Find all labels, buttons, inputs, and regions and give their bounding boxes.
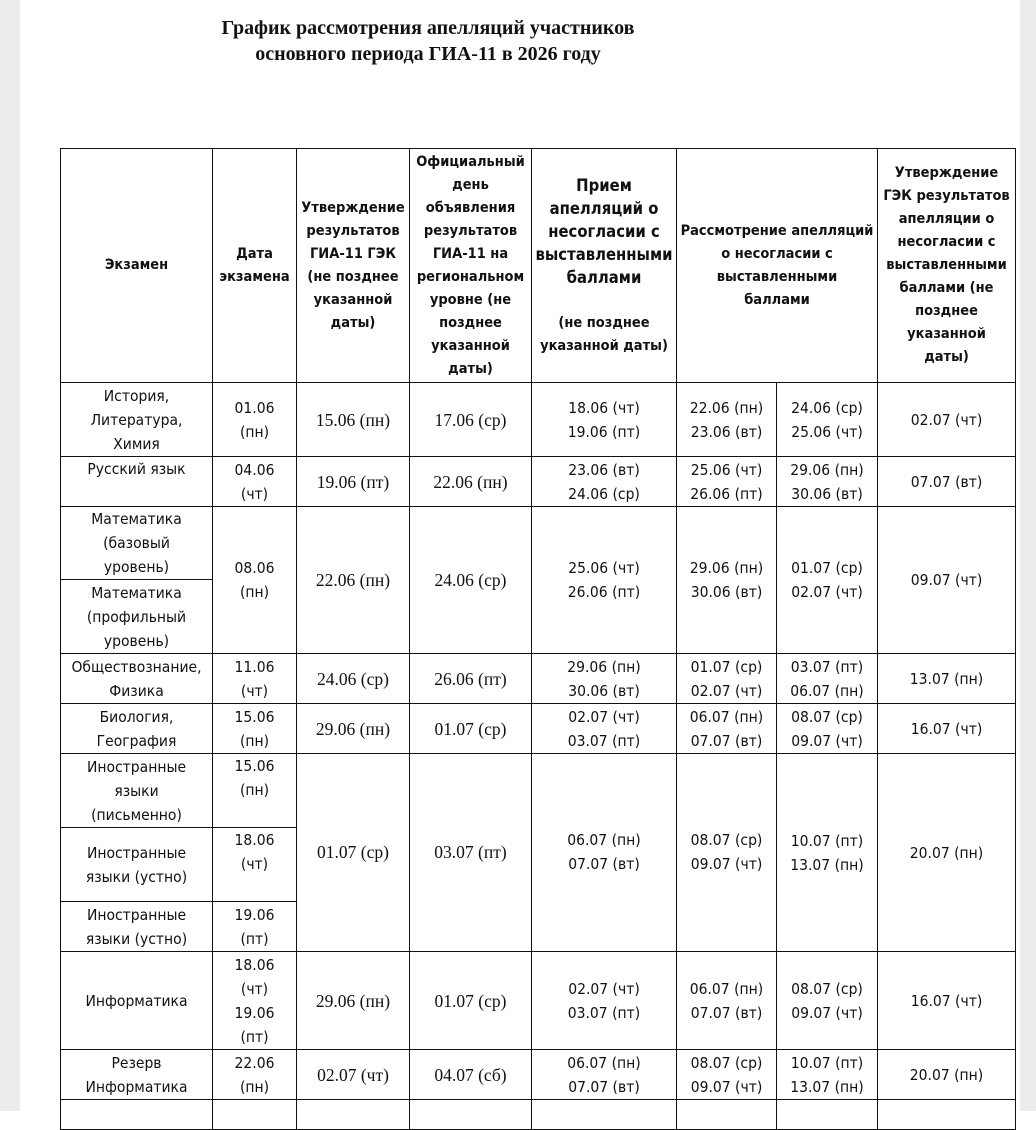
appeal-intake-cell	[532, 1100, 677, 1130]
review-first-cell: 22.06 (пн) 23.06 (вт)	[677, 383, 777, 457]
exam-cell: Биология, География	[61, 704, 213, 754]
exam-cell: Иностранные языки (письменно)	[61, 754, 213, 828]
header-exam-date: Дата экзамена	[213, 149, 297, 383]
exam-date-cell: 08.06 (пн)	[213, 507, 297, 654]
approval-date-cell: 22.06 (пн)	[297, 507, 410, 654]
review-second-cell: 29.06 (пн) 30.06 (вт)	[777, 457, 878, 507]
official-date-cell: 04.07 (сб)	[410, 1050, 532, 1100]
review-second-cell: 03.07 (пт) 06.07 (пн)	[777, 654, 878, 704]
official-date-cell: 17.06 (ср)	[410, 383, 532, 457]
gek-approval-cell	[878, 1100, 1016, 1130]
exam-cell: Математика (профильный уровень)	[61, 580, 213, 654]
approval-date-cell: 01.07 (ср)	[297, 754, 410, 952]
approval-date-cell: 15.06 (пн)	[297, 383, 410, 457]
exam-date-cell	[213, 1100, 297, 1130]
appeal-intake-cell: 23.06 (вт) 24.06 (ср)	[532, 457, 677, 507]
exam-cell: Математика (базовый уровень)	[61, 507, 213, 580]
review-first-cell: 29.06 (пн) 30.06 (вт)	[677, 507, 777, 654]
gek-approval-cell: 16.07 (чт)	[878, 704, 1016, 754]
approval-date-cell: 24.06 (ср)	[297, 654, 410, 704]
exam-cell: Обществознание, Физика	[61, 654, 213, 704]
gek-approval-cell: 13.07 (пн)	[878, 654, 1016, 704]
review-second-cell: 08.07 (ср) 09.07 (чт)	[777, 952, 878, 1050]
review-second-cell: 01.07 (ср) 02.07 (чт)	[777, 507, 878, 654]
official-date-cell: 22.06 (пн)	[410, 457, 532, 507]
document-title	[98, 15, 758, 67]
gek-approval-cell: 20.07 (пн)	[878, 1050, 1016, 1100]
review-first-cell: 06.07 (пн) 07.07 (вт)	[677, 952, 777, 1050]
header-exam: Экзамен	[61, 149, 213, 383]
header-appeal-intake-note: (не позднее указанной даты)	[540, 314, 668, 354]
header-row	[61, 149, 1016, 383]
header-appeal-intake-main: Прием апелляций о несогласии с выставленными баллами	[535, 175, 673, 287]
approval-date-cell	[297, 1100, 410, 1130]
appeal-intake-cell: 25.06 (чт) 26.06 (пт)	[532, 507, 677, 654]
official-date-cell: 03.07 (пт)	[410, 754, 532, 952]
review-second-cell: 24.06 (ср) 25.06 (чт)	[777, 383, 878, 457]
gek-approval-cell: 20.07 (пн)	[878, 754, 1016, 952]
table-row	[61, 507, 1016, 580]
gek-approval-cell: 16.07 (чт)	[878, 952, 1016, 1050]
exam-date-cell: 11.06 (чт)	[213, 654, 297, 704]
appeal-intake-cell: 02.07 (чт) 03.07 (пт)	[532, 952, 677, 1050]
right-page-margin	[1020, 0, 1036, 1111]
left-page-margin	[0, 0, 20, 1111]
approval-date-cell: 29.06 (пн)	[297, 704, 410, 754]
exam-date-cell: 19.06 (пт)	[213, 902, 297, 952]
title-line-2: основного периода ГИА-11 в 2026 году	[255, 43, 601, 65]
table-row	[61, 754, 1016, 828]
approval-date-cell: 19.06 (пт)	[297, 457, 410, 507]
table-row	[61, 704, 1016, 754]
header-official-announcement: Официальный день объявления результатов ГИА-11 на региональном уровне (не позднее указанной даты)	[410, 149, 532, 383]
official-date-cell	[410, 1100, 532, 1130]
exam-date-cell: 22.06 (пн)	[213, 1050, 297, 1100]
appeal-intake-cell: 06.07 (пн) 07.07 (вт)	[532, 754, 677, 952]
exam-cell: Резерв Информатика	[61, 1050, 213, 1100]
exam-cell: Русский язык	[61, 457, 213, 507]
appeal-intake-cell: 18.06 (чт) 19.06 (пт)	[532, 383, 677, 457]
appeal-intake-cell: 02.07 (чт) 03.07 (пт)	[532, 704, 677, 754]
exam-date-cell: 18.06 (чт)	[213, 828, 297, 902]
title-line-1: График рассмотрения апелляций участников	[221, 17, 635, 39]
gek-approval-cell: 09.07 (чт)	[878, 507, 1016, 654]
review-second-cell: 10.07 (пт) 13.07 (пн)	[777, 1050, 878, 1100]
appeal-intake-cell: 06.07 (пн) 07.07 (вт)	[532, 1050, 677, 1100]
gek-approval-cell: 02.07 (чт)	[878, 383, 1016, 457]
exam-date-cell: 15.06 (пн)	[213, 754, 297, 828]
header-appeal-intake	[532, 149, 677, 383]
header-results-approval: Утверждение результатов ГИА-11 ГЭК (не позднее указанной даты)	[297, 149, 410, 383]
review-first-cell: 01.07 (ср) 02.07 (чт)	[677, 654, 777, 704]
review-second-cell: 10.07 (пт) 13.07 (пн)	[777, 754, 878, 952]
table-row	[61, 383, 1016, 457]
table-row	[61, 654, 1016, 704]
approval-date-cell: 29.06 (пн)	[297, 952, 410, 1050]
table-row	[61, 457, 1016, 507]
review-first-cell: 08.07 (ср) 09.07 (чт)	[677, 754, 777, 952]
gek-approval-cell: 07.07 (вт)	[878, 457, 1016, 507]
review-first-cell	[677, 1100, 777, 1130]
official-date-cell: 24.06 (ср)	[410, 507, 532, 654]
appeals-schedule-table	[60, 148, 1016, 1130]
exam-date-cell: 01.06 (пн)	[213, 383, 297, 457]
official-date-cell: 01.07 (ср)	[410, 704, 532, 754]
header-appeal-review: Рассмотрение апелляций о несогласии с выставленными баллами	[677, 149, 878, 383]
exam-date-cell: 04.06 (чт)	[213, 457, 297, 507]
table-row	[61, 1100, 1016, 1130]
review-first-cell: 08.07 (ср) 09.07 (чт)	[677, 1050, 777, 1100]
official-date-cell: 01.07 (ср)	[410, 952, 532, 1050]
exam-cell	[61, 1100, 213, 1130]
review-second-cell: 08.07 (ср) 09.07 (чт)	[777, 704, 878, 754]
exam-cell: Иностранные языки (устно)	[61, 828, 213, 902]
approval-date-cell: 02.07 (чт)	[297, 1050, 410, 1100]
exam-date-cell: 18.06 (чт) 19.06 (пт)	[213, 952, 297, 1050]
appeal-intake-cell: 29.06 (пн) 30.06 (вт)	[532, 654, 677, 704]
header-gek-approval: Утверждение ГЭК результатов апелляции о несогласии с выставленными баллами (не позднее указанной даты)	[878, 149, 1016, 383]
review-first-cell: 06.07 (пн) 07.07 (вт)	[677, 704, 777, 754]
table-row	[61, 1050, 1016, 1100]
review-second-cell	[777, 1100, 878, 1130]
official-date-cell: 26.06 (пт)	[410, 654, 532, 704]
exam-cell: История, Литература, Химия	[61, 383, 213, 457]
exam-cell: Иностранные языки (устно)	[61, 902, 213, 952]
table-row	[61, 952, 1016, 1050]
exam-date-cell: 15.06 (пн)	[213, 704, 297, 754]
exam-cell: Информатика	[61, 952, 213, 1050]
review-first-cell: 25.06 (чт) 26.06 (пт)	[677, 457, 777, 507]
